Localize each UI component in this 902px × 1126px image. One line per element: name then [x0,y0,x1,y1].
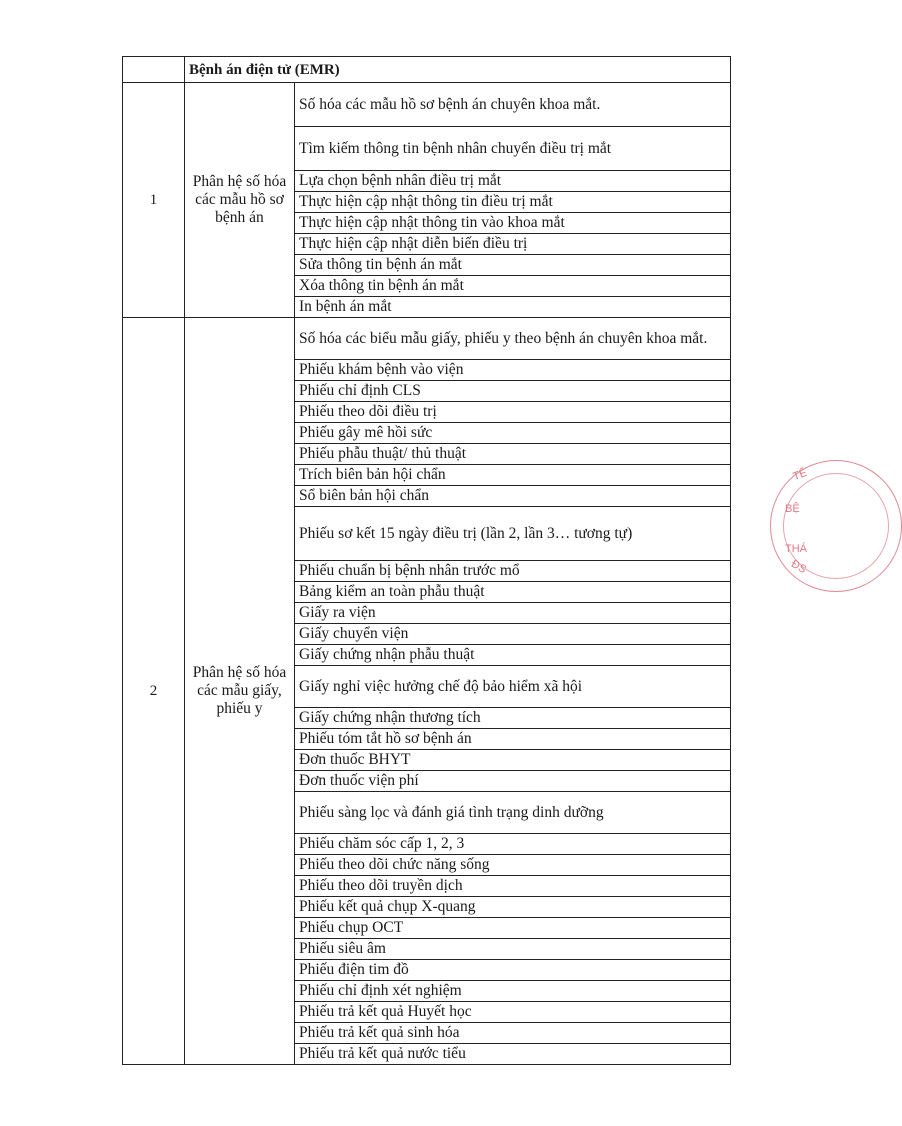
feature-item: Đơn thuốc BHYT [295,750,731,771]
module-name: Phân hệ số hóa các mẫu hồ sơ bệnh án [185,83,295,318]
feature-item: Phiếu chỉ định xét nghiệm [295,981,731,1002]
feature-item: Thực hiện cập nhật thông tin vào khoa mắt [295,213,731,234]
feature-item: Xóa thông tin bệnh án mắt [295,276,731,297]
feature-item: Phiếu kết quả chụp X-quang [295,897,731,918]
seal-text-fragment: TẾ [791,466,809,484]
feature-item: Phiếu gây mê hồi sức [295,423,731,444]
feature-item: Đơn thuốc viện phí [295,771,731,792]
feature-item: Giấy chứng nhận phẫu thuật [295,645,731,666]
feature-item: Phiếu siêu âm [295,939,731,960]
feature-item: Thực hiện cập nhật thông tin điều trị mắt [295,192,731,213]
feature-item: Bảng kiểm an toàn phẫu thuật [295,582,731,603]
feature-item: Giấy nghỉ việc hưởng chế độ bảo hiểm xã hội [295,666,731,708]
feature-item: Lựa chọn bệnh nhân điều trị mắt [295,171,731,192]
feature-item: Giấy ra viện [295,603,731,624]
seal-text-fragment: ĐS [789,557,809,577]
feature-item: Thực hiện cập nhật diễn biến điều trị [295,234,731,255]
feature-item: Phiếu phẫu thuật/ thủ thuật [295,444,731,465]
feature-item: Trích biên bản hội chẩn [295,465,731,486]
feature-item: Tìm kiếm thông tin bệnh nhân chuyển điều trị mắt [295,127,731,171]
table-header-row [123,57,731,83]
module-name: Phân hệ số hóa các mẫu giấy, phiếu y [185,318,295,1065]
red-seal-stamp [770,460,902,592]
table-row [123,83,731,127]
feature-item: Phiếu khám bệnh vào viện [295,360,731,381]
feature-item: Sửa thông tin bệnh án mắt [295,255,731,276]
table-header: Bệnh án điện tử (EMR) [185,57,731,83]
feature-item: Phiếu theo dõi điều trị [295,402,731,423]
feature-item: Phiếu chuẩn bị bệnh nhân trước mổ [295,561,731,582]
feature-item: Số hóa các biểu mẫu giấy, phiếu y theo bệnh án chuyên khoa mắt. [295,318,731,360]
feature-item: Phiếu sàng lọc và đánh giá tình trạng dinh dưỡng [295,792,731,834]
feature-item: Phiếu sơ kết 15 ngày điều trị (lần 2, lần 3… tương tự) [295,507,731,561]
seal-text-fragment: THÁ [785,543,807,555]
feature-item: Số hóa các mẫu hồ sơ bệnh án chuyên khoa mắt. [295,83,731,127]
feature-item: Phiếu trả kết quả nước tiểu [295,1044,731,1065]
feature-item: Phiếu trả kết quả Huyết học [295,1002,731,1023]
feature-item: Sổ biên bản hội chẩn [295,486,731,507]
feature-item: Phiếu theo dõi truyền dịch [295,876,731,897]
feature-item: Phiếu chụp OCT [295,918,731,939]
feature-item: Phiếu chỉ định CLS [295,381,731,402]
seal-text-fragment: BỆ [785,503,800,515]
feature-item: Phiếu trả kết quả sinh hóa [295,1023,731,1044]
feature-item: Phiếu chăm sóc cấp 1, 2, 3 [295,834,731,855]
feature-item: Phiếu tóm tắt hồ sơ bệnh án [295,729,731,750]
section-number: 2 [123,318,185,1065]
emr-feature-table [122,56,731,1065]
feature-item: Phiếu theo dõi chức năng sống [295,855,731,876]
feature-item: Phiếu điện tim đồ [295,960,731,981]
section-number: 1 [123,83,185,318]
feature-item: Giấy chứng nhận thương tích [295,708,731,729]
feature-item: Giấy chuyển viện [295,624,731,645]
feature-item: In bệnh án mắt [295,297,731,318]
table-row [123,318,731,360]
header-empty-cell [123,57,185,83]
